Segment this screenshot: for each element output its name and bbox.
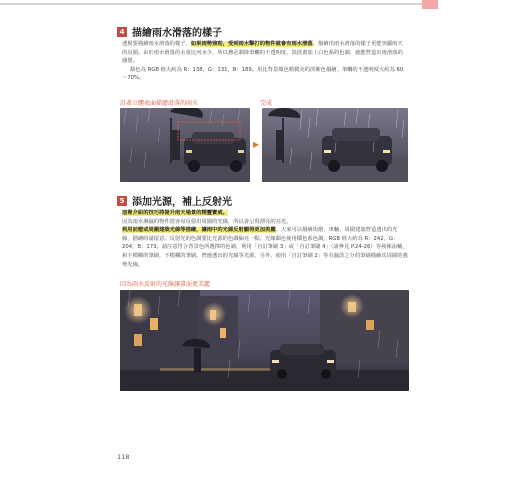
section-number: 5 — [117, 196, 127, 206]
section-4-heading — [117, 24, 222, 39]
text-run: 。大家可以描繪街燈、車輛，周圍建築營造透出的光線，描繪時請留意。反射光的色調要比光源的色調偏亮一點。光線顏色使用橘色系色調，RGB 值大約為 R：242，G：204，B：173。請注意符合背景色所選擇的色調，利用「自訂筆刷 3」或「自訂筆刷 4」（請參見 P.24-26）等發揮添輔，和不模糊的筆刷，不模糊的筆刷。營運透出的光線等光源，另外，使用「自訂筆刷 2」等有濕淡之分的筆刷描繪其周圍的強勢光線。 — [122, 227, 408, 268]
section-5-text — [122, 209, 408, 269]
image-caption-left: 沿著立體表面描繪滑落的雨水 — [120, 100, 199, 107]
illustration-rain-street-lights — [120, 290, 409, 391]
section-4-text — [122, 40, 408, 83]
arrow-icon: ▶ — [253, 140, 260, 149]
image-caption-right: 完成 — [260, 100, 273, 107]
paragraph — [122, 40, 408, 66]
highlight-text: 利用前燈或周圍建築光線等描繪，讓雨中的光線反射顯得更加美麗 — [122, 227, 276, 234]
paragraph: 顏色為 RGB 值大約為 R：138，G：131，B：189。用比背景顏色稍微亮的淡紫色描繪，筆觸的不透明度大約為 60～70%。 — [122, 66, 404, 82]
illustration-rain-car-before — [120, 108, 250, 182]
illustration-rain-car-after — [262, 108, 408, 182]
paragraph: 因為雨水淋濕的物件很容易反射出周圍的光線，所以會呈現漂亮的亮光。 — [122, 218, 292, 225]
section-title: 添加光源，補上反射光 — [132, 197, 232, 208]
page-number: 118 — [117, 453, 130, 461]
highlight-text: 這裡介紹的技巧將提升雨天場景的精靈寶威。 — [122, 210, 228, 216]
highlight-text: 如果雨勢強勁，受到雨水擊打的物件就會有雨水滑落 — [190, 41, 313, 47]
image-caption-bottom: 因為雨水反射的光線讓畫面更美麗 — [120, 281, 211, 288]
paragraph — [122, 209, 408, 218]
text-run: 。描繪出雨水滑落的樣子更能突顯雨天的氛圍。由於雨水滑落的水量比河水少，所以務必調降筆觸的不透明度，淡淡畫加上白色系的色調，就能營造出雨滑落的感覺。 — [122, 41, 403, 65]
text-run: 透視要描繪雨水滑落的樣子， — [122, 41, 191, 47]
section-5-heading — [117, 193, 232, 208]
section-title: 描繪雨水滑落的樣子 — [132, 28, 222, 39]
section-number: 4 — [117, 27, 127, 37]
top-rule — [0, 0, 520, 10]
paragraph — [122, 226, 408, 269]
header-tab — [422, 0, 438, 9]
header-line — [0, 3, 435, 5]
